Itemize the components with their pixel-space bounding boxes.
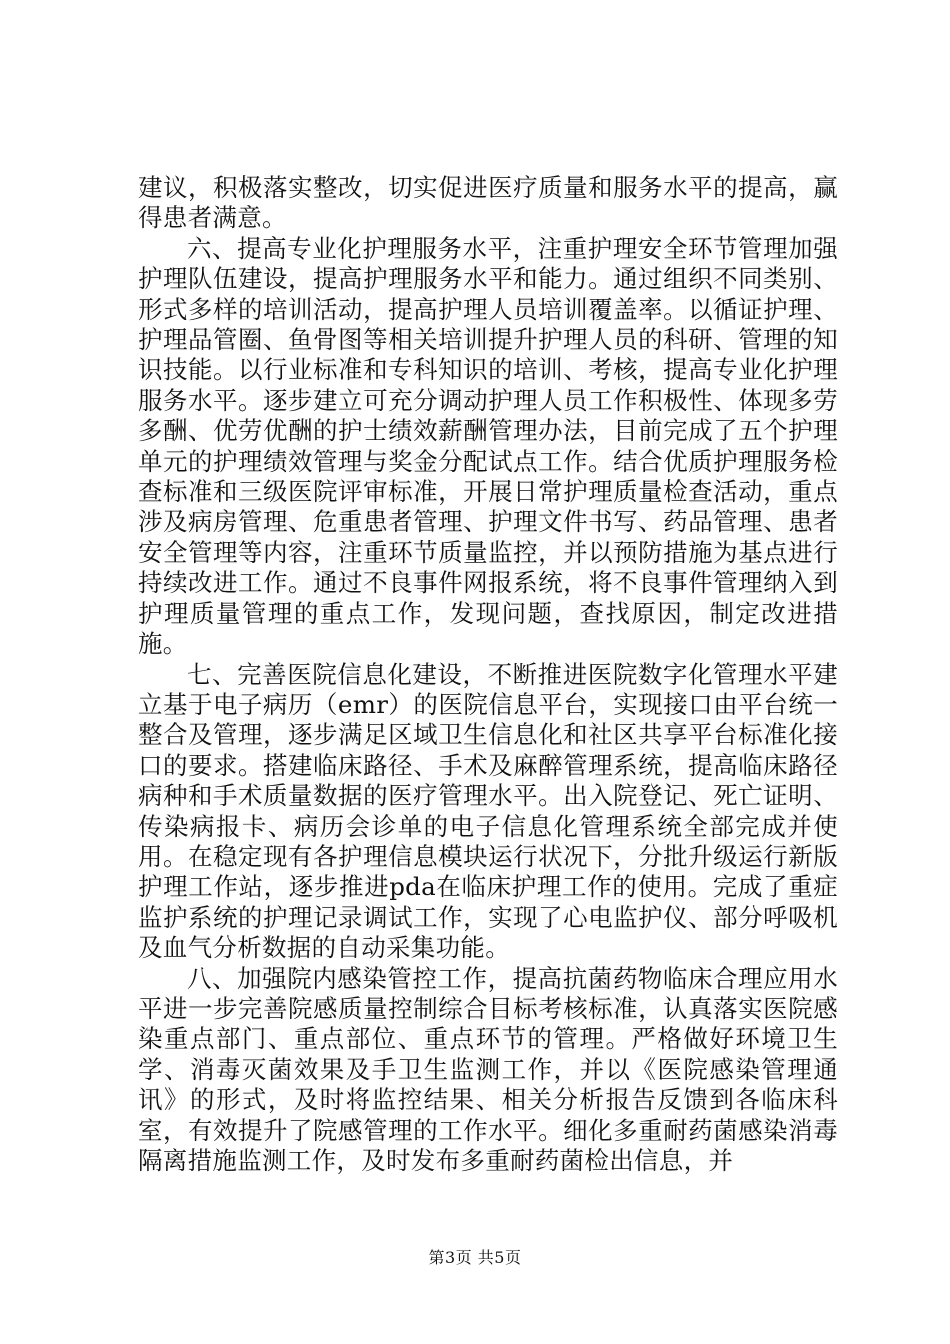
paragraph-section-6: 六、提高专业化护理服务水平，注重护理安全环节管理加强护理队伍建设，提高护理服务水平和能力。通过组织不同类别、形式多样的培训活动，提高护理人员培训覆盖率。以循证护理、护理品管圈、鱼骨图等相关培训提升护理人员的科研、管理的知识技能。以行业标准和专科知识的培训、考核，提高专业化护理服务水平。逐步建立可充分调动护理人员工作积极性、体现多劳多酬、优劳优酬的护士绩效薪酬管理办法，目前完成了五个护理单元的护理绩效管理与奖金分配试点工作。结合优质护理服务检查标准和三级医院评审标准，开展日常护理质量检查活动，重点涉及病房管理、危重患者管理、护理文件书写、药品管理、患者安全管理等内容，注重环节质量监控，并以预防措施为基点进行持续改进工作。通过不良事件网报系统，将不良事件管理纳入到护理质量管理的重点工作，发现问题，查找原因，制定改进措施。 (138, 233, 838, 659)
paragraph-continuation: 建议，积极落实整改，切实促进医疗质量和服务水平的提高，赢得患者满意。 (138, 173, 838, 233)
page-footer: 第3页 共5页 (428, 1248, 522, 1267)
document-body (138, 173, 838, 1176)
paragraph-section-7: 七、完善医院信息化建设，不断推进医院数字化管理水平建立基于电子病历（emr）的医院信息平台，实现接口由平台统一整合及管理，逐步满足区域卫生信息化和社区共享平台标准化接口的要求。搭建临床路径、手术及麻醉管理系统，提高临床路径病种和手术质量数据的医疗管理水平。出入院登记、死亡证明、传染病报卡、病历会诊单的电子信息化管理系统全部完成并使用。在稳定现有各护理信息模块运行状况下，分批升级运行新版护理工作站，逐步推进pda在临床护理工作的使用。完成了重症监护系统的护理记录调试工作，实现了心电监护仪、部分呼吸机及血气分析数据的自动采集功能。 (138, 659, 838, 963)
paragraph-section-8: 八、加强院内感染管控工作，提高抗菌药物临床合理应用水平进一步完善院感质量控制综合目标考核标准，认真落实医院感染重点部门、重点部位、重点环节的管理。严格做好环境卫生学、消毒灭菌效果及手卫生监测工作，并以《医院感染管理通讯》的形式，及时将监控结果、相关分析报告反馈到各临床科室，有效提升了院感管理的工作水平。细化多重耐药菌感染消毒隔离措施监测工作，及时发布多重耐药菌检出信息，并 (138, 963, 838, 1175)
